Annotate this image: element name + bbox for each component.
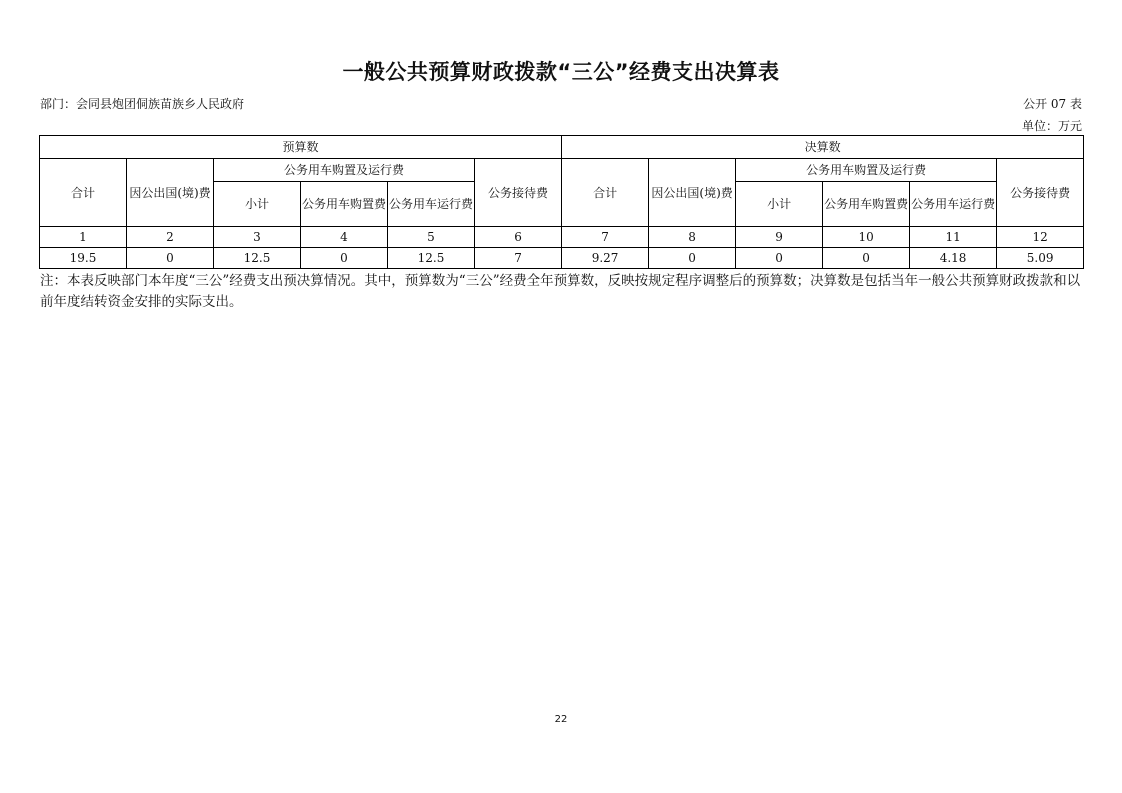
value-cell: 0 — [823, 248, 910, 269]
column-number: 8 — [649, 227, 736, 248]
header-budget-vehicle-operation: 公务用车运行费 — [388, 182, 475, 227]
column-number-row — [40, 227, 1084, 248]
header-final-abroad: 因公出国(境)费 — [649, 159, 736, 227]
value-cell: 12.5 — [214, 248, 301, 269]
page-number: 22 — [554, 714, 568, 725]
value-cell: 0 — [127, 248, 214, 269]
header-budget-reception: 公务接待费 — [475, 159, 562, 227]
value-cell: 12.5 — [388, 248, 475, 269]
value-cell: 0 — [649, 248, 736, 269]
unit-label: 单位：万元 — [1021, 119, 1082, 133]
value-cell: 7 — [475, 248, 562, 269]
header-budget-subtotal: 小计 — [214, 182, 301, 227]
header-final-vehicle-purchase: 公务用车购置费 — [823, 182, 910, 227]
page-title: 一般公共预算财政拨款“三公”经费支出决算表 — [342, 60, 780, 84]
column-number: 10 — [823, 227, 910, 248]
table-note: 注：本表反映部门本年度“三公”经费支出预决算情况。其中，预算数为“三公”经费全年预算数，反映按规定程序调整后的预算数；决算数是包括当年一般公共预算财政拨款和以前年度结转资金安排的实际支出。 — [40, 273, 1081, 310]
header-final-subtotal: 小计 — [736, 182, 823, 227]
department-label: 部门：会同县炮团侗族苗族乡人民政府 — [40, 97, 245, 111]
column-number: 1 — [40, 227, 127, 248]
header-budget-group: 预算数 — [40, 136, 562, 159]
table-row — [40, 248, 1084, 269]
header-final-group: 决算数 — [562, 136, 1084, 159]
header-final-total: 合计 — [562, 159, 649, 227]
column-number: 3 — [214, 227, 301, 248]
column-number: 5 — [388, 227, 475, 248]
header-budget-vehicle-group: 公务用车购置及运行费 — [214, 159, 475, 182]
value-cell: 9.27 — [562, 248, 649, 269]
value-cell: 5.09 — [997, 248, 1084, 269]
header-budget-vehicle-purchase: 公务用车购置费 — [301, 182, 388, 227]
column-number: 7 — [562, 227, 649, 248]
header-final-reception: 公务接待费 — [997, 159, 1084, 227]
value-cell: 0 — [736, 248, 823, 269]
value-cell: 19.5 — [40, 248, 127, 269]
column-number: 12 — [997, 227, 1084, 248]
column-number: 9 — [736, 227, 823, 248]
header-final-vehicle-operation: 公务用车运行费 — [910, 182, 997, 227]
value-cell: 0 — [301, 248, 388, 269]
column-number: 11 — [910, 227, 997, 248]
column-number: 2 — [127, 227, 214, 248]
header-budget-abroad: 因公出国(境)费 — [127, 159, 214, 227]
value-cell: 4.18 — [910, 248, 997, 269]
header-budget-total: 合计 — [40, 159, 127, 227]
column-number: 6 — [475, 227, 562, 248]
three-public-expenses-table — [39, 135, 1084, 269]
table-number: 公开 07 表 — [1023, 97, 1082, 111]
header-final-vehicle-group: 公务用车购置及运行费 — [736, 159, 997, 182]
column-number: 4 — [301, 227, 388, 248]
